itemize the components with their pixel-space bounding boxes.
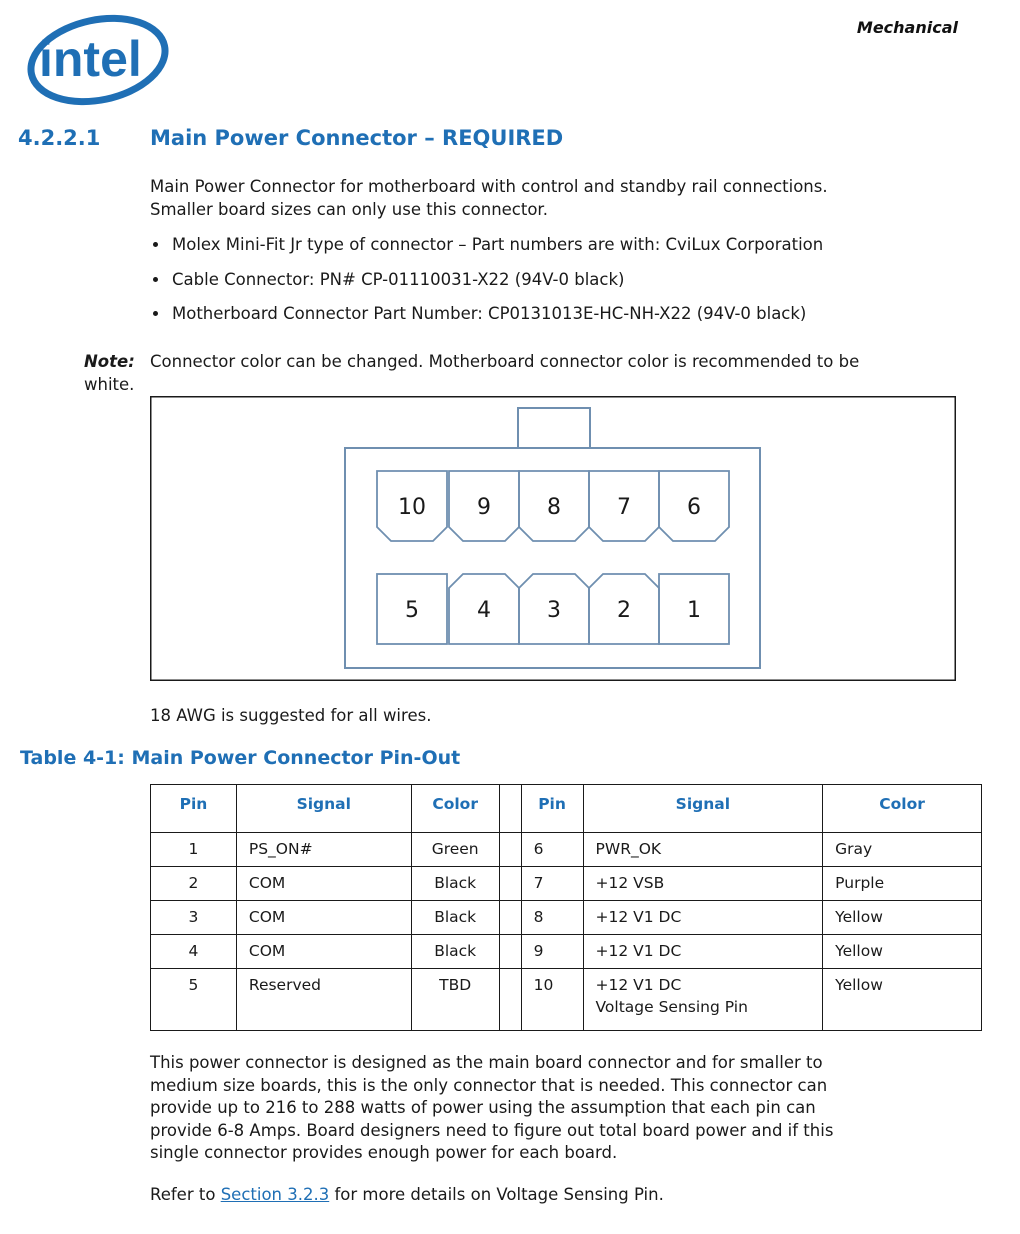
signal-cell: Reserved [236, 969, 411, 1031]
signal-cell: +12 VSB [583, 867, 823, 901]
refer-before: Refer to [150, 1185, 221, 1204]
color-cell: Black [411, 867, 499, 901]
pin-cell: 1 [151, 833, 237, 867]
paragraph-line: This power connector is designed as the main board connector and for smaller to [150, 1053, 823, 1072]
table-gap [499, 867, 521, 901]
section-number: 4.2.2.1 [18, 126, 101, 150]
header-signal: Signal [583, 785, 823, 833]
table-header-row [151, 785, 982, 833]
note-label: Note: [84, 352, 135, 371]
pin-cell: 2 [151, 867, 237, 901]
pin-number-label: 6 [687, 495, 701, 520]
color-cell: Gray [823, 833, 982, 867]
table-gap [499, 969, 521, 1031]
pin-number-label: 3 [547, 598, 561, 623]
pin-cell: 6 [521, 833, 583, 867]
section-link[interactable]: Section 3.2.3 [220, 1185, 330, 1204]
signal-line: +12 V1 DC [595, 976, 682, 994]
awg-note: 18 AWG is suggested for all wires. [150, 706, 432, 725]
intro-line-1: Main Power Connector for motherboard with control and standby rail connections. [150, 177, 828, 196]
pin-cell: 8 [521, 901, 583, 935]
signal-cell: COM [236, 867, 411, 901]
table-row [151, 935, 982, 969]
note-text-wrap: white. [84, 375, 135, 394]
pin-cell: 3 [151, 901, 237, 935]
intel-logo [25, 10, 175, 110]
pin-number-label: 5 [405, 598, 419, 623]
signal-cell: PS_ON# [236, 833, 411, 867]
color-cell: TBD [411, 969, 499, 1031]
intro-line-2: Smaller board sizes can only use this connector. [150, 200, 548, 219]
color-cell: Green [411, 833, 499, 867]
color-cell: Black [411, 935, 499, 969]
table-row [151, 867, 982, 901]
bullet-item: Molex Mini-Fit Jr type of connector – Part numbers are with: CviLux Corporation [150, 233, 823, 268]
paragraph-line: single connector provides enough power for each board. [150, 1143, 618, 1162]
pin-number-label: 10 [398, 495, 426, 520]
bullet-list [150, 233, 823, 337]
header-pin: Pin [521, 785, 583, 833]
pin-number-label: 2 [617, 598, 631, 623]
note-text: Connector color can be changed. Motherboard connector color is recommended to be [150, 352, 860, 371]
signal-line-2: Voltage Sensing Pin [595, 998, 748, 1016]
header-color: Color [411, 785, 499, 833]
header-signal: Signal [236, 785, 411, 833]
table-gap [499, 833, 521, 867]
signal-cell [583, 969, 823, 1031]
signal-cell: COM [236, 901, 411, 935]
section-label: Mechanical [856, 18, 958, 37]
connector-latch [518, 408, 590, 448]
bullet-item: Cable Connector: PN# CP-01110031-X22 (94V-0 black) [150, 268, 823, 303]
color-cell: Black [411, 901, 499, 935]
pin-number-label: 4 [477, 598, 491, 623]
pin-cell: 5 [151, 969, 237, 1031]
connector-diagram [150, 396, 956, 681]
pin-number-label: 1 [687, 598, 701, 623]
paragraph-line: medium size boards, this is the only connector that is needed. This connector can [150, 1075, 828, 1095]
bullet-item: Motherboard Connector Part Number: CP0131013E-HC-NH-X22 (94V-0 black) [150, 302, 823, 337]
pin-cell: 9 [521, 935, 583, 969]
pin-cell: 7 [521, 867, 583, 901]
paragraph-line: provide up to 216 to 288 watts of power using the assumption that each pin can [150, 1098, 816, 1117]
table-row [151, 901, 982, 935]
color-cell: Yellow [823, 935, 982, 969]
refer-text [150, 1183, 664, 1206]
signal-cell: PWR_OK [583, 833, 823, 867]
color-cell: Purple [823, 867, 982, 901]
table-gap [499, 935, 521, 969]
pin-number-label: 8 [547, 495, 561, 520]
header-pin: Pin [151, 785, 237, 833]
header-color: Color [823, 785, 982, 833]
table-row [151, 833, 982, 867]
color-cell: Yellow [823, 901, 982, 935]
table-caption: Table 4-1: Main Power Connector Pin-Out [20, 747, 461, 769]
signal-cell: +12 V1 DC [583, 935, 823, 969]
signal-cell: COM [236, 935, 411, 969]
paragraph-line: provide 6-8 Amps. Board designers need to figure out total board power and if this [150, 1120, 834, 1140]
pin-cell: 4 [151, 935, 237, 969]
table-gap [499, 785, 521, 833]
section-title: Main Power Connector – REQUIRED [150, 126, 564, 150]
description-paragraph [150, 1052, 950, 1165]
pinout-table [150, 784, 982, 1031]
pin-number-label: 7 [617, 495, 631, 520]
signal-cell: +12 V1 DC [583, 901, 823, 935]
table-gap [499, 901, 521, 935]
connector-housing [345, 448, 760, 668]
table-row [151, 969, 982, 1031]
color-cell: Yellow [823, 969, 982, 1031]
intro-text [150, 175, 970, 221]
pin-cell: 10 [521, 969, 583, 1031]
refer-after: for more details on Voltage Sensing Pin. [329, 1185, 664, 1204]
intel-logo-text: intel [39, 31, 142, 87]
pin-number-label: 9 [477, 495, 491, 520]
